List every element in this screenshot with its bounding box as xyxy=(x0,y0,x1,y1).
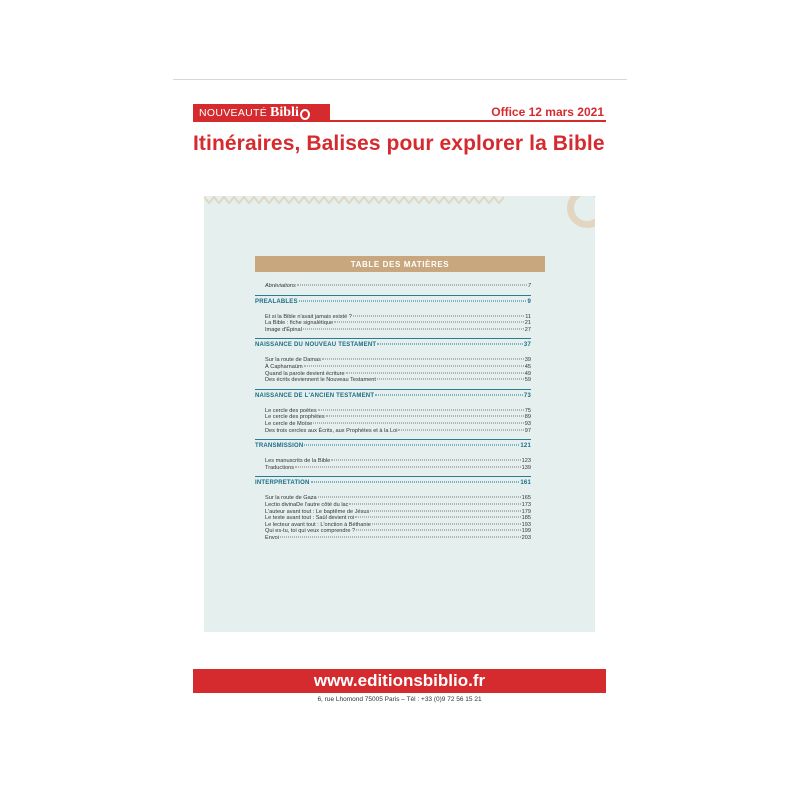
dot-leader xyxy=(334,322,524,323)
toc-entry-title: Le cercle de Moïse xyxy=(265,421,313,427)
toc-section-title: INTERPRETATION xyxy=(255,480,310,487)
dot-leader xyxy=(353,315,524,316)
dot-leader xyxy=(355,517,520,518)
toc-page-number: 11 xyxy=(525,313,531,320)
toc-page-number: 165 xyxy=(521,495,531,502)
toc-entry-title: Le cercle des poètes xyxy=(265,407,317,414)
toc-page-number: 199 xyxy=(521,528,531,535)
toc-entry-row xyxy=(265,428,531,435)
toc-section-row xyxy=(255,342,531,349)
toc-entry-title: Des écrits deviennent le Nouveau Testament xyxy=(265,377,376,384)
dot-leader xyxy=(398,429,523,430)
toc-page-number: 203 xyxy=(521,535,531,541)
toc-page-number: 139 xyxy=(521,464,531,471)
toc-entry-title: À Capharnaüm xyxy=(265,364,303,370)
toc-entry-title: Les manuscrits de la Bible xyxy=(265,458,331,465)
toc-entry-row xyxy=(265,535,531,542)
dot-leader xyxy=(303,328,524,329)
dot-leader xyxy=(372,523,521,524)
toc-section-title: TRANSMISSION xyxy=(255,443,304,450)
toc-page-number: 45 xyxy=(524,364,531,370)
dot-leader xyxy=(313,423,524,424)
toc-entry-title: L'auteur avant tout : Le baptême de Jésus xyxy=(265,508,370,515)
brand-logo-icon xyxy=(300,109,310,120)
toc-page-number: 75 xyxy=(524,407,531,414)
toc-page-number: 161 xyxy=(520,480,531,487)
dot-leader xyxy=(375,394,523,395)
toc-page-number: 193 xyxy=(521,521,531,528)
toc-page-number: 185 xyxy=(521,515,531,522)
dot-leader xyxy=(346,372,524,373)
top-divider xyxy=(173,79,627,80)
toc-page-number: 21 xyxy=(524,320,531,327)
toc-section-row xyxy=(255,299,531,306)
arc-decoration-icon xyxy=(567,196,595,228)
toc-page-number: 93 xyxy=(524,421,531,427)
toc-section-title: PREALABLES xyxy=(255,298,298,305)
toc-entry-title: Qui es-tu, toi qui veux comprendre ? xyxy=(265,528,356,535)
dot-leader xyxy=(349,504,520,505)
dot-leader xyxy=(322,359,524,360)
toc-entry-row xyxy=(265,283,531,290)
dot-leader xyxy=(304,366,524,367)
toc-page-number: 179 xyxy=(521,508,531,515)
dot-leader xyxy=(331,460,520,461)
toc-section-row xyxy=(255,480,531,487)
toc-entry-title: Des trois cercles aux Écrits, aux Prophètes et à la Loi xyxy=(265,427,398,434)
toc-entry-title: Envoi xyxy=(265,535,279,541)
toc-page-number: 7 xyxy=(527,283,531,289)
toc-page-number: 27 xyxy=(524,326,531,333)
section-divider xyxy=(255,439,531,440)
section-divider xyxy=(255,476,531,477)
dot-leader xyxy=(304,445,519,446)
dot-leader xyxy=(311,482,520,483)
toc-section-row xyxy=(255,443,531,450)
toc-entry-row xyxy=(265,377,531,384)
toc-page-image xyxy=(204,196,595,632)
brand-logo: Bibli xyxy=(270,105,299,120)
toc-heading: TABLE DES MATIÈRES xyxy=(255,256,545,272)
dot-leader xyxy=(356,530,520,531)
header-underline xyxy=(193,120,606,122)
toc-section-row xyxy=(255,393,531,400)
toc-entry-row xyxy=(265,327,531,334)
toc-page-number: 39 xyxy=(524,357,531,364)
toc-entry-title: Lectio divinaDe l'autre côté du lac xyxy=(265,502,349,508)
toc-section-title: NAISSANCE DU NOUVEAU TESTAMENT xyxy=(255,342,377,349)
zigzag-decoration-icon xyxy=(204,196,504,204)
toc-page-number: 59 xyxy=(524,377,531,384)
toc-entry-title: Traductions xyxy=(265,464,295,471)
dot-leader xyxy=(377,344,523,345)
toc-page-number: 89 xyxy=(524,414,531,421)
dot-leader xyxy=(299,300,527,301)
toc-entry-row xyxy=(265,465,531,472)
dot-leader xyxy=(318,497,521,498)
toc-entry-title: Le cercle des prophètes xyxy=(265,414,325,421)
toc-page-number: 73 xyxy=(523,392,531,399)
dot-leader xyxy=(377,379,524,380)
toc-entry-title: Le lecteur avant tout : L'onction à Béthanie xyxy=(265,521,371,528)
section-divider xyxy=(255,389,531,390)
toc-page-number: 97 xyxy=(524,427,531,434)
dot-leader xyxy=(370,510,520,511)
brand-prefix: NOUVEAUTÉ xyxy=(199,107,268,119)
dot-leader xyxy=(318,409,524,410)
section-divider xyxy=(255,295,531,296)
toc-entry-title: Image d'Épinal xyxy=(265,326,302,333)
website-link[interactable]: www.editionsbiblio.fr xyxy=(313,671,486,690)
publisher-address: 6, rue Lhomond 75005 Paris – Tél : +33 (0)9 72 56 15 21 xyxy=(317,696,482,703)
toc-entry-title: Abréviations xyxy=(265,283,296,289)
book-title: Itinéraires, Balises pour explorer la Bible xyxy=(193,132,605,155)
toc-page-number: 123 xyxy=(521,458,531,465)
toc-page-number: 9 xyxy=(527,298,531,305)
dot-leader xyxy=(280,537,521,538)
toc-entry-title: Sur la route de Gaza xyxy=(265,495,317,502)
toc-entry-title: Quand la parole devient écriture xyxy=(265,370,345,377)
toc-page-number: 173 xyxy=(521,502,531,508)
dot-leader xyxy=(297,285,527,286)
header-bar xyxy=(193,104,606,122)
toc-page-number: 37 xyxy=(523,342,531,349)
toc-page-number: 49 xyxy=(524,370,531,377)
toc-page-number: 121 xyxy=(520,443,531,450)
footer-bar xyxy=(193,669,606,693)
dot-leader xyxy=(326,416,524,417)
toc-entry-title: Sur la route de Damas xyxy=(265,357,321,364)
dot-leader xyxy=(295,466,521,467)
toc-entry-title: La Bible : fiche signalétique xyxy=(265,320,334,327)
toc-entry-title: Et si la Bible n'avait jamais existé ? xyxy=(265,313,352,320)
toc-entry-title: Le texte avant tout : Saül devient roi xyxy=(265,515,355,522)
toc-section-title: NAISSANCE DE L'ANCIEN TESTAMENT xyxy=(255,392,375,399)
office-date: Office 12 mars 2021 xyxy=(491,105,604,119)
section-divider xyxy=(255,338,531,339)
